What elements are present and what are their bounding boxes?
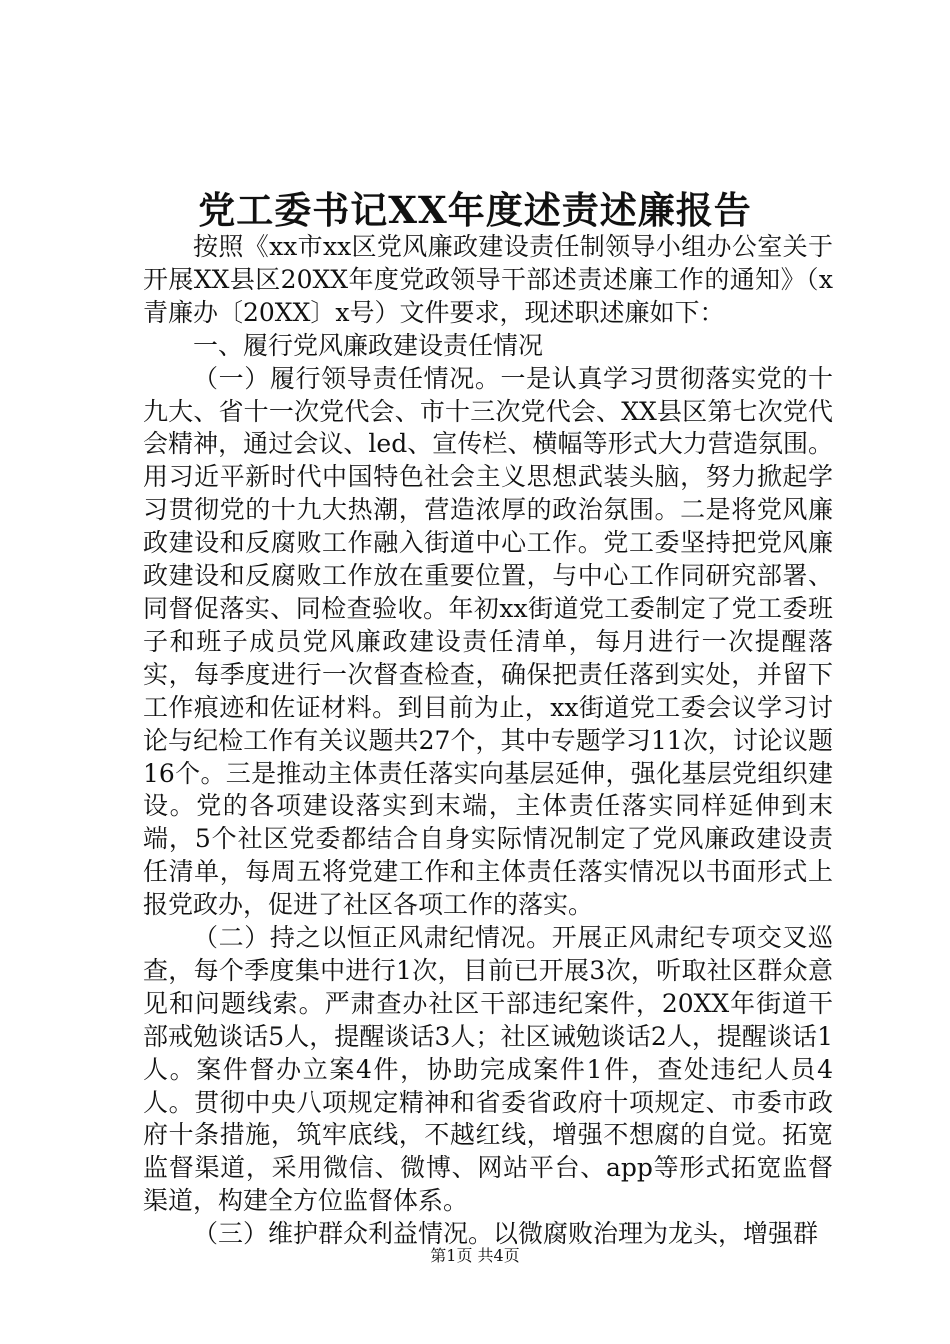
paragraph-1: （一）履行领导责任情况。一是认真学习贯彻落实党的十九大、省十一次党代会、市十三次党代会、XX县区第七次党代会精神，通过会议、led、宣传栏、横幅等形式大力营造氛围。用习近平新时代中国特色社会主义思想武装头脑，努力掀起学习贯彻党的十九大热潮，营造浓厚的政治氛围。二是将党风廉政建设和反腐败工作融入街道中心工作。党工委坚持把党风廉政建设和反腐败工作放在重要位置，与中心工作同研究部署、同督促落实、同检查验收。年初xx街道党工委制定了党工委班子和班子成员党风廉政建设责任清单，每月进行一次提醒落实，每季度进行一次督查检查，确保把责任落到实处，并留下工作痕迹和佐证材料。到目前为止，xx街道党工委会议学习讨论与纪检工作有关议题共27个，其中专题学习11次，讨论议题16个。三是推动主体责任落实向基层延伸，强化基层党组织建设。党的各项建设落实到末端，主体责任落实同样延伸到末端，5个社区党委都结合自身实际情况制定了党风廉政建设责任清单，每周五将党建工作和主体责任落实情况以书面形式上报党政办，促进了社区各项工作的落实。 <box>143 363 833 920</box>
section-heading-1: 一、履行党风廉政建设责任情况 <box>193 330 544 360</box>
paragraph-3: （三）维护群众利益情况。以微腐败治理为龙头，增强群 <box>193 1219 819 1249</box>
document-title: 党工委书记XX年度述责述廉报告 <box>198 188 752 232</box>
paragraph-2: （二）持之以恒正风肃纪情况。开展正风肃纪专项交叉巡查，每个季度集中进行1次，目前已开展3次，听取社区群众意见和问题线索。严肃查办社区干部违纪案件，20XX年街道干部戒勉谈话5人，提醒谈话3人；社区诫勉谈话2人，提醒谈话1人。案件督办立案4件，协助完成案件1件，查处违纪人员4人。贯彻中央八项规定精神和省委省政府十项规定、市委市政府十条措施，筑牢底线，不越红线，增强不想腐的自觉。拓宽监督渠道，采用微信、微博、网站平台、app等形式拓宽监督渠道，构建全方位监督体系。 <box>143 923 833 1216</box>
document-body <box>143 231 833 1251</box>
paragraph-intro: 按照《xx市xx区党风廉政建设责任制领导小组办公室关于开展XX县区20XX年度党政领导干部述责述廉工作的通知》（x青廉办〔20XX〕x号）文件要求，现述职述廉如下： <box>143 232 833 327</box>
page-number-footer: 第1页 共4页 <box>430 1246 520 1265</box>
